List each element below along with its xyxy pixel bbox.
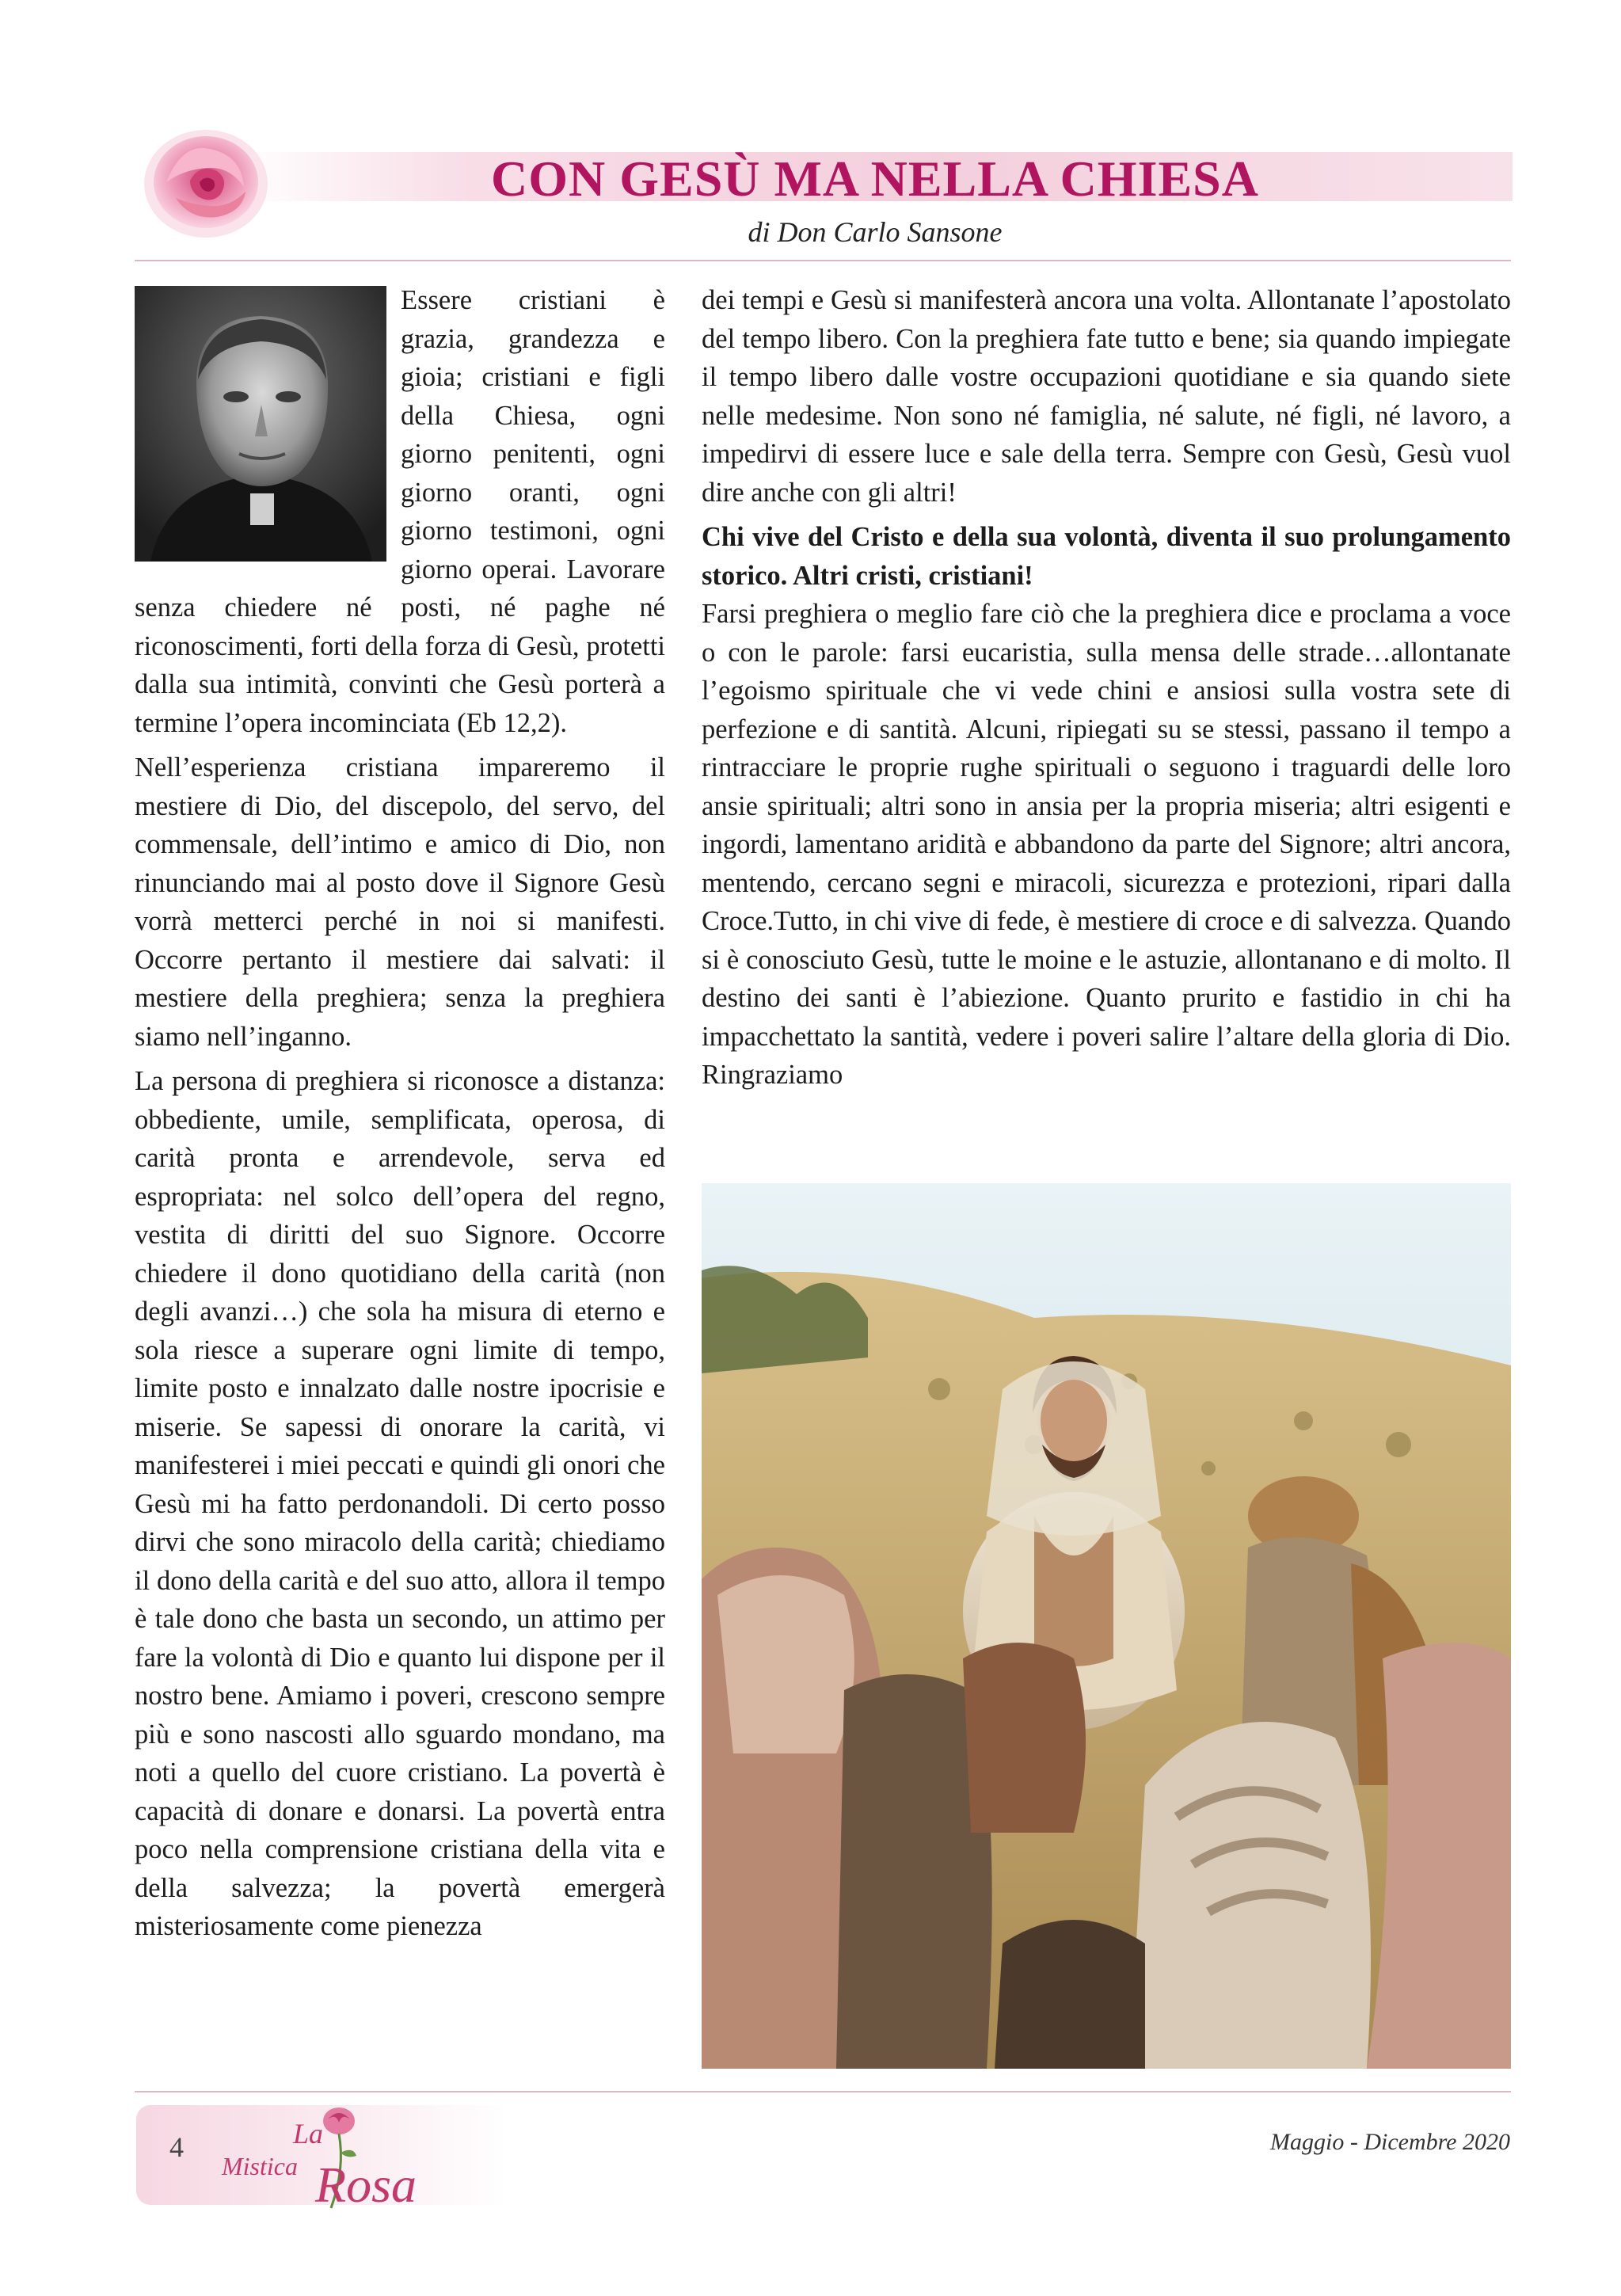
bold-statement: Chi vive del Cristo e della sua volontà, diventa il suo prolungamento storico. Altri cristi, cristiani!	[702, 522, 1511, 591]
author-portrait	[135, 286, 386, 562]
magazine-logo	[204, 2100, 505, 2211]
left-text-column	[135, 281, 665, 1952]
issue-date: Maggio - Dicembre 2020	[1270, 2129, 1510, 2155]
paragraph: Farsi preghiera o meglio fare ciò che la preghiera dice e proclama a voce o con le parole: farsi eucaristia, sulla mensa delle strade…allontanate l’egoismo spirituale che vi vede chini e ansiosi sulla vostra sete di perfezione e di santità. Alcuni, ripiegati su se stessi, passano il tempo a rintracciare le proprie rughe spirituali o seguono i traguardi delle loro ansie spirituali; altri sono in ansia per la propria miseria; altri esigenti e ingordi, lamentano aridità e abbandono da parte del Signore; altri ancora, mentendo, cercano segni e miracoli, sicurezza e protezioni, ripari dalla Croce.Tutto, in chi vive di fede, è mestiere di croce e di salvezza. Quando si è conosciuto Gesù, tutte le moine e le astuzie, allontanano e di molto. Il destino dei santi è l’abiezione. Quanto prurito e fastidio in chi ha impacchettato la santità, vedere i poveri salire l’altare della gloria di Dio. Ringraziamo	[702, 599, 1511, 1090]
paragraph: Essere cristiani è grazia, grandezza e gioia; cristiani e figli della Chiesa, ogni giorno penitenti, ogni giorno oranti, ogni giorno testimoni, ogni giorno operai. Lavorare senza chiedere né posti, né paghe né riconoscimenti, forti della forza di Gesù, protetti dalla sua intimità, convinti che Gesù porterà a termine l’opera incominciata (Eb 12,2).	[135, 285, 665, 738]
logo-word-rosa: Rosa	[315, 2157, 417, 2211]
page-number: 4	[169, 2131, 184, 2163]
logo-word-la: La	[293, 2118, 324, 2149]
paragraph: dei tempi e Gesù si manifesterà ancora una volta. Allontanate l’apostolato del tempo libero. Con la preghiera fate tutto e bene; sia quando impiegate il tempo libero dalle vostre occupazioni quotidiane e sia quando siete nelle medesime. Non sono né famiglia, né salute, né figli, né lavoro, a impedirvi di essere luce e sale della terra. Sempre con Gesù, Gesù vuol dire anche con gli altri!	[702, 285, 1511, 508]
logo-word-mistica: Mistica	[222, 2152, 298, 2180]
right-text-column	[702, 281, 1511, 1101]
paragraph: Nell’esperienza cristiana impareremo il mestiere di Dio, del discepolo, del servo, del commensale, dell’intimo e amico di Dio, non rinunciando mai al posto dove il Signore Gesù vorrà metterci perché in noi si manifesti. Occorre pertanto il mestiere dai salvati: il mestiere della preghiera; senza la preghiera siamo nell’inganno.	[135, 752, 665, 1052]
jesus-teaching-photo	[702, 1183, 1511, 2069]
paragraph: La persona di preghiera si riconosce a distanza: obbediente, umile, semplificata, operosa, di carità pronta e arrendevole, serva ed espropriata: nel solco dell’opera del regno, vestita di diritti del suo Signore. Occorre chiedere il dono quotidiano della carità (non degli avanzi…) che sola ha misura di eterno e sola riesce a superare ogni limite di tempo, limite posto e innalzato dalle nostre ipocrisie e miserie. Se sapessi di onorare la carità, vi manifesterei i miei peccati e quindi gli onori che Gesù mi ha fatto perdonandoli. Di certo posso dirvi che sono miracolo della carità; chiediamo il dono della carità e del suo atto, allora il tempo è tale dono che basta un secondo, un attimo per fare la volontà di Dio e quanto lui dispone per il nostro bene. Amiamo i poveri, crescono sempre più e sono nascosti allo sguardo mondano, ma noti a quello del cuore cristiano. La povertà è capacità di donare e donarsi. La povertà entra poco nella comprensione cristiana della vita e della salvezza; la povertà emergerà misteriosamente come pienezza	[135, 1066, 665, 1941]
article-byline: di Don Carlo Sansone	[748, 216, 1003, 248]
footer-divider	[135, 2091, 1511, 2092]
header-divider	[135, 260, 1511, 261]
article-title: CON GESÙ MA NELLA CHIESA	[491, 150, 1259, 207]
